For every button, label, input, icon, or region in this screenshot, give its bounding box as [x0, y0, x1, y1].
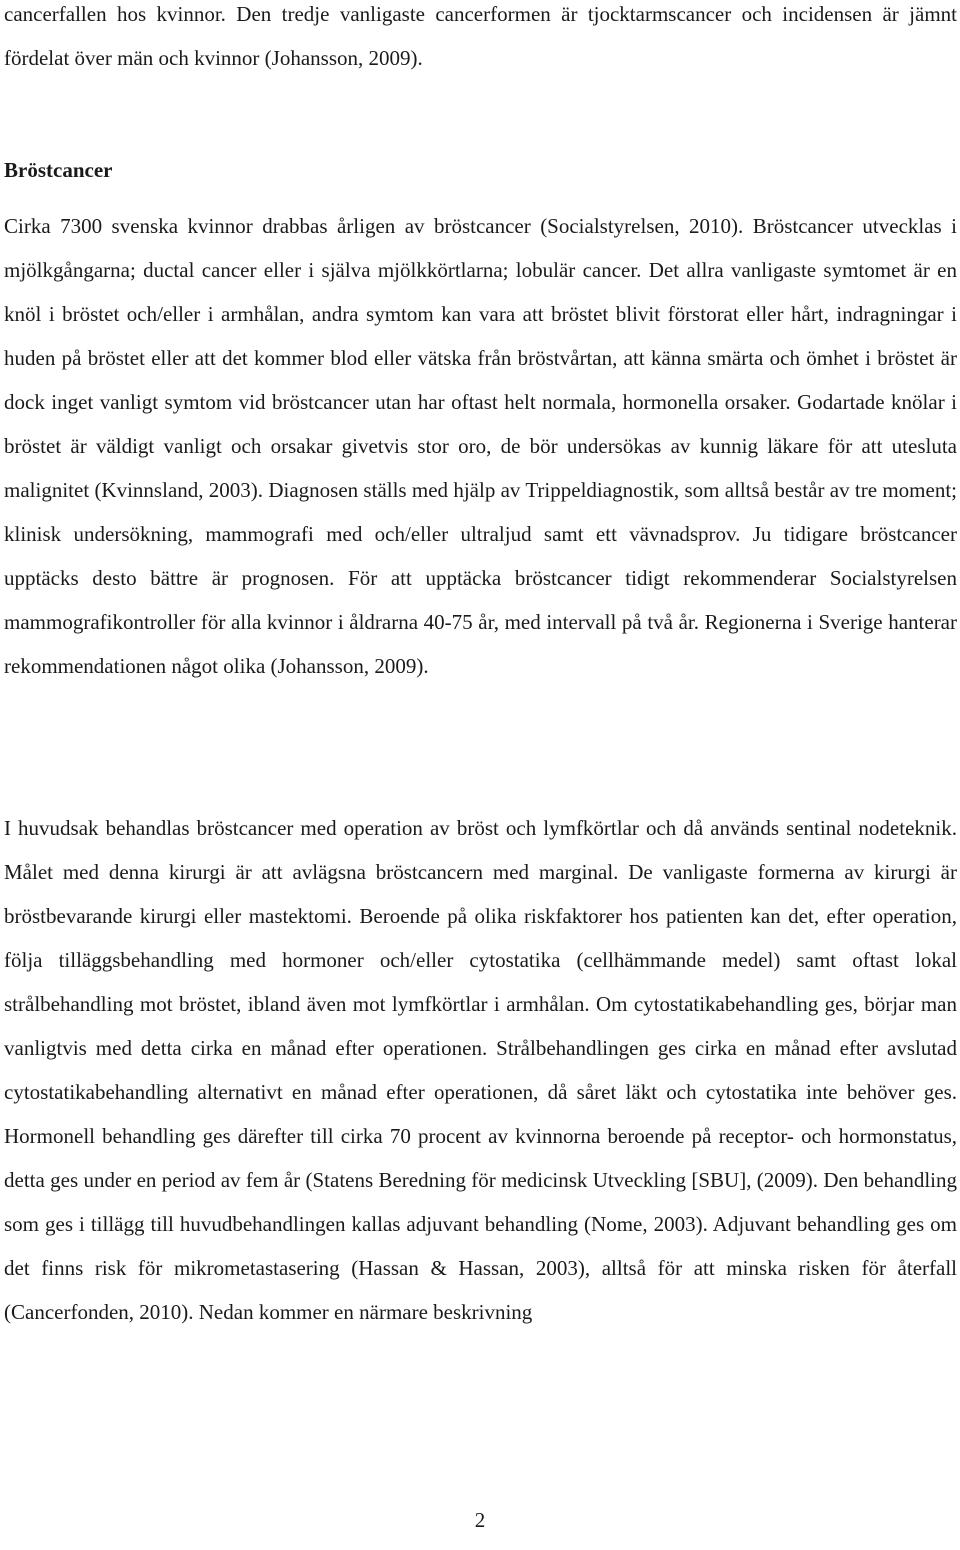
paragraph-symptoms: Cirka 7300 svenska kvinnor drabbas årligen av bröstcancer (Socialstyrelsen, 2010). Bröstcancer utvecklas i mjölkgångarna; ductal cancer eller i själva mjölkkörtlarna; lobulär cancer. Det allra vanligaste symtomet är en knöl i bröstet och/eller i armhålan, andra symtom kan vara att bröstet blivit förstorat eller hårt, indragningar i huden på bröstet eller att det kommer blod eller vätska från bröstvårtan, att känna smärta och ömhet i bröstet är dock inget vanligt symtom vid bröstcancer utan har oftast helt normala, hormonella orsaker. Godartade knölar i bröstet är väldigt vanligt och orsakar givetvis stor oro, de bör undersökas av kunnig läkare för att utesluta malignitet (Kvinnsland, 2003). Diagnosen ställs med hjälp av Trippeldiagnostik, som alltså består av tre moment; klinisk undersökning, mammografi med och/eller ultraljud samt ett vävnadsprov. Ju tidigare bröstcancer upptäcks desto bättre är prognosen. För att upptäcka bröstcancer tidigt rekommenderar Socialstyrelsen mammografikontroller för alla kvinnor i åldrarna 40-75 år, med intervall på två år. Regionerna i Sverige hanterar rekommendationen något olika (Johansson, 2009). — [4, 214, 957, 678]
page-number: 2 — [474, 1508, 486, 1532]
paragraph-treatment: I huvudsak behandlas bröstcancer med operation av bröst och lymfkörtlar och då används sentinal nodeteknik. Målet med denna kirurgi är att avlägsna bröstcancern med marginal. De vanligaste formerna av kirurgi är bröstbevarande kirurgi eller mastektomi. Beroende på olika riskfaktorer hos patienten kan det, efter operation, följa tilläggsbehandling med hormoner och/eller cytostatika (cellhämmande medel) samt oftast lokal strålbehandling mot bröstet, ibland även mot lymfkörtlar i armhålan. Om cytostatikabehandling ges, börjar man vanligtvis med detta cirka en månad efter operationen. Strålbehandlingen ges cirka en månad efter avslutad cytostatikabehandling alternativt en månad efter operationen, då såret läkt och cytostatika inte behöver ges. Hormonell behandling ges därefter till cirka 70 procent av kvinnorna beroende på receptor- och hormonstatus, detta ges under en period av fem år (Statens Beredning för medicinsk Utveckling [SBU], (2009). Den behandling som ges i tillägg till huvudbehandlingen kallas adjuvant behandling (Nome, 2003). Adjuvant behandling ges om det finns risk för mikrometastasering (Hassan & Hassan, 2003), alltså för att minska risken för återfall (Cancerfonden, 2010). Nedan kommer en närmare beskrivning — [4, 816, 957, 1324]
paragraph-intro: cancerfallen hos kvinnor. Den tredje vanligaste cancerformen är tjocktarmscancer och incidensen är jämnt fördelat över män och kvinnor (Johansson, 2009). — [4, 2, 957, 70]
section-heading: Bröstcancer — [4, 158, 113, 182]
